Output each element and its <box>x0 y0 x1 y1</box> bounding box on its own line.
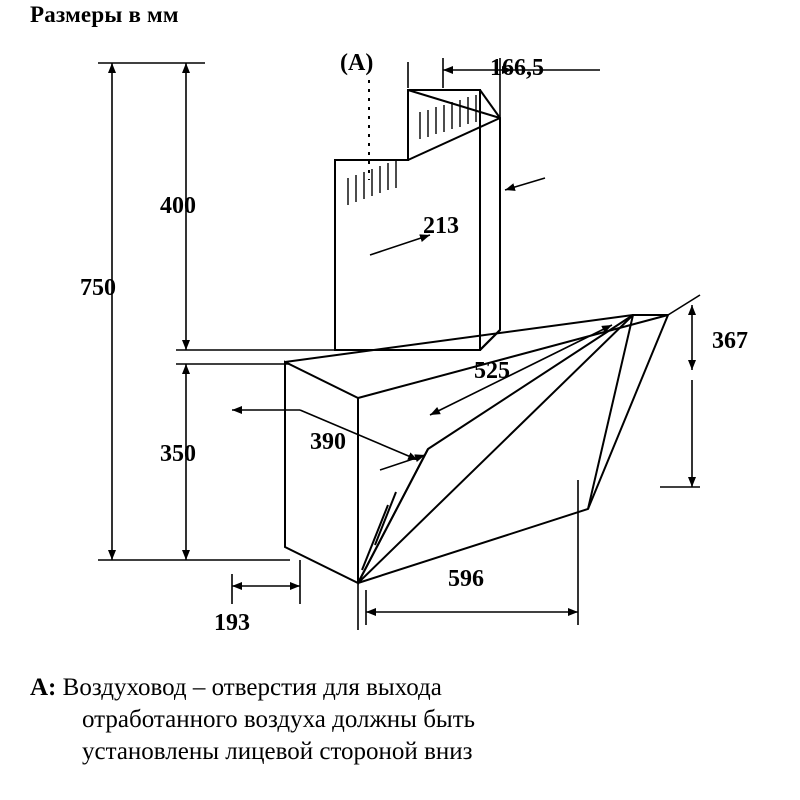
dimension-total-height: 750 <box>80 275 116 301</box>
dimension-chimney-height: 400 <box>160 193 196 219</box>
dimension-body-height: 350 <box>160 441 196 467</box>
note-line-2: отработанного воздуха должны быть <box>82 706 476 733</box>
marker-a-label: (A) <box>340 50 374 76</box>
dimension-chimney-depth-top: 166,5 <box>490 55 544 81</box>
dimension-chimney-width: 213 <box>423 213 459 239</box>
note-label: A: <box>30 674 57 701</box>
page-title: Размеры в мм <box>30 2 179 27</box>
note-line-1: Воздуховод – отверстия для выхода <box>62 674 442 701</box>
dimension-top-depth: 525 <box>474 358 510 384</box>
dimension-body-depth: 390 <box>310 429 346 455</box>
note-block <box>30 672 785 768</box>
note-line-3: установлены лицевой стороной вниз <box>82 738 473 765</box>
dimension-width: 596 <box>448 566 484 592</box>
dimension-glass-height: 367 <box>712 328 748 354</box>
hood-outline <box>285 90 668 583</box>
dimension-bottom-depth: 193 <box>214 610 250 636</box>
